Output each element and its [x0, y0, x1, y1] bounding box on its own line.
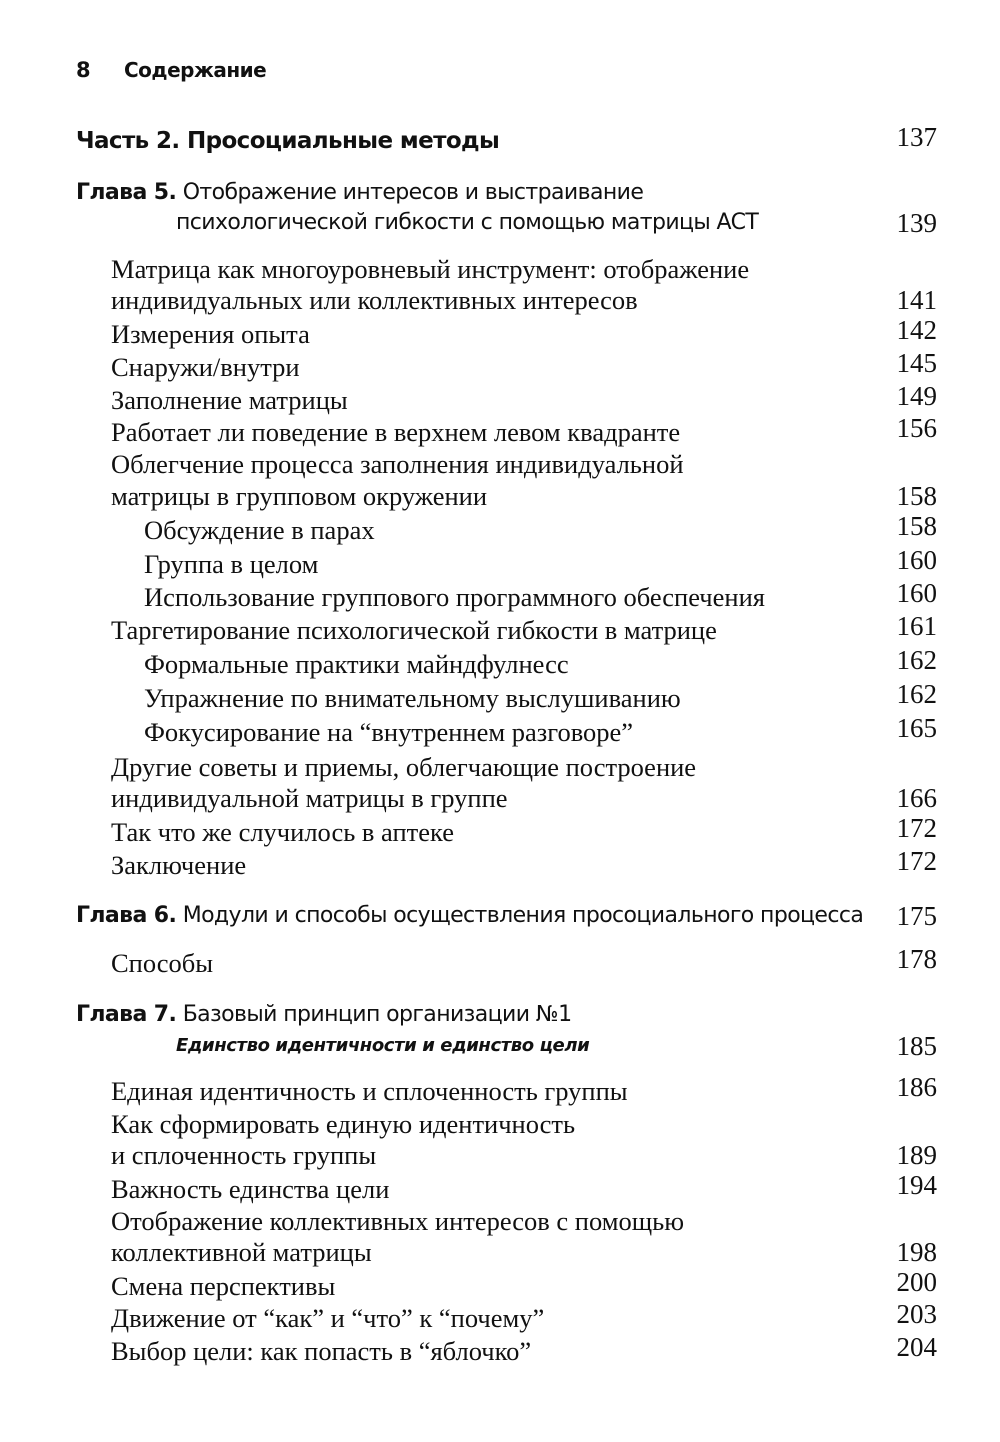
chapter-label: Глава 5. [76, 180, 177, 205]
toc-entry [0, 613, 1000, 647]
entry-text: Таргетирование психологической гибкости в матрице [111, 615, 717, 645]
entry-text: Упражнение по внимательному выслушиванию [144, 683, 681, 713]
toc-subentry [0, 547, 1000, 581]
toc-entry [0, 447, 1000, 481]
entry-page: 156 [896, 413, 937, 443]
toc-entry-cont [0, 781, 1000, 815]
entry-page: 160 [896, 578, 937, 608]
chapter-label: Глава 7. [76, 1002, 177, 1027]
toc-entry [0, 350, 1000, 384]
entry-page: 200 [896, 1267, 937, 1297]
part-page: 137 [896, 122, 937, 152]
toc-entry-cont [0, 1235, 1000, 1269]
entry-page: 189 [896, 1140, 937, 1170]
toc-entry-cont [0, 283, 1000, 317]
chapter-subtitle: Единство идентичности и единство цели [176, 1035, 590, 1056]
toc-entry [0, 415, 1000, 449]
entry-text: Формальные практики майндфулнесс [144, 649, 569, 679]
entry-text: Фокусирование на “внутреннем разговоре” [144, 717, 634, 747]
entry-text: Работает ли поведение в верхнем левом квадранте [111, 417, 681, 447]
entry-text: индивидуальной матрицы в группе [111, 783, 508, 813]
toc-subentry [0, 647, 1000, 681]
chapter-title: Модули и способы осуществления просоциального процесса [182, 903, 864, 928]
chapter-7-subtitle-line [0, 1029, 1000, 1063]
entry-text: Движение от “как” и “что” к “почему” [111, 1303, 545, 1333]
entry-text: Выбор цели: как попасть в “яблочко” [111, 1336, 532, 1366]
entry-page: 178 [896, 944, 937, 974]
entry-page: 166 [896, 783, 937, 813]
chapter-title: Базовый принцип организации №1 [182, 1002, 572, 1027]
entry-text: Отображение коллективных интересов с помощью [111, 1206, 685, 1236]
entry-text: Группа в целом [144, 549, 319, 579]
chapter-7-heading [0, 998, 1000, 1032]
toc-entry [0, 1172, 1000, 1206]
chapter-6-heading [0, 899, 1000, 933]
toc-entry [0, 815, 1000, 849]
entry-text: Облегчение процесса заполнения индивидуальной [111, 449, 684, 479]
entry-page: 162 [896, 679, 937, 709]
entry-page: 204 [896, 1332, 937, 1362]
entry-text: Заключение [111, 850, 247, 880]
toc-subentry [0, 513, 1000, 547]
toc-subentry [0, 580, 1000, 614]
entry-text: Как сформировать единую идентичность [111, 1109, 576, 1139]
entry-text: Так что же случилось в аптеке [111, 817, 454, 847]
toc-subentry [0, 715, 1000, 749]
entry-page: 145 [896, 348, 937, 378]
chapter-page: 185 [896, 1031, 937, 1061]
part-heading [0, 124, 1000, 158]
entry-text: Матрица как многоуровневый инструмент: отображение [111, 254, 750, 284]
chapter-label: Глава 6. [76, 903, 177, 928]
toc-entry [0, 1107, 1000, 1141]
entry-text: Смена перспективы [111, 1271, 336, 1301]
entry-text: Важность единства цели [111, 1174, 390, 1204]
entry-text: Использование группового программного обеспечения [144, 582, 765, 612]
entry-page: 161 [896, 611, 937, 641]
entry-text: Измерения опыта [111, 319, 310, 349]
entry-page: 194 [896, 1170, 937, 1200]
entry-page: 172 [896, 813, 937, 843]
entry-text: Заполнение матрицы [111, 385, 348, 415]
entry-page: 165 [896, 713, 937, 743]
toc-entry [0, 946, 1000, 980]
entry-page: 141 [896, 285, 937, 315]
entry-page: 198 [896, 1237, 937, 1267]
toc-subentry [0, 681, 1000, 715]
page-number: 8 [76, 58, 91, 82]
entry-text: коллективной матрицы [111, 1237, 372, 1267]
toc-entry [0, 848, 1000, 882]
toc-entry-cont [0, 1138, 1000, 1172]
toc-entry [0, 317, 1000, 351]
entry-text: Обсуждение в парах [144, 515, 375, 545]
entry-text: Снаружи/внутри [111, 352, 300, 382]
chapter-5-heading-cont [0, 206, 1000, 240]
entry-page: 158 [896, 481, 937, 511]
entry-text: матрицы в групповом окружении [111, 481, 488, 511]
entry-page: 158 [896, 511, 937, 541]
toc-entry [0, 1204, 1000, 1238]
entry-text: и сплоченность группы [111, 1140, 377, 1170]
running-header-title: Содержание [124, 58, 267, 82]
entry-text: индивидуальных или коллективных интересов [111, 285, 638, 315]
part-title: Часть 2. Просоциальные методы [76, 128, 500, 154]
toc-entry [0, 1334, 1000, 1368]
toc-entry [0, 383, 1000, 417]
chapter-page: 175 [896, 901, 937, 931]
entry-page: 142 [896, 315, 937, 345]
entry-page: 160 [896, 545, 937, 575]
entry-page: 186 [896, 1072, 937, 1102]
toc-entry [0, 750, 1000, 784]
entry-text: Единая идентичность и сплоченность группы [111, 1076, 628, 1106]
entry-text: Способы [111, 948, 214, 978]
toc-entry [0, 1269, 1000, 1303]
entry-page: 203 [896, 1299, 937, 1329]
toc-entry [0, 1301, 1000, 1335]
toc-entry-cont [0, 479, 1000, 513]
toc-entry [0, 1074, 1000, 1108]
toc-entry [0, 252, 1000, 286]
chapter-page: 139 [896, 208, 937, 238]
entry-text: Другие советы и приемы, облегчающие построение [111, 752, 697, 782]
entry-page: 162 [896, 645, 937, 675]
entry-page: 172 [896, 846, 937, 876]
chapter-5-heading [0, 176, 1000, 210]
chapter-title: Отображение интересов и выстраивание [182, 180, 644, 205]
entry-page: 149 [896, 381, 937, 411]
chapter-title: психологической гибкости с помощью матрицы ACT [176, 210, 759, 235]
